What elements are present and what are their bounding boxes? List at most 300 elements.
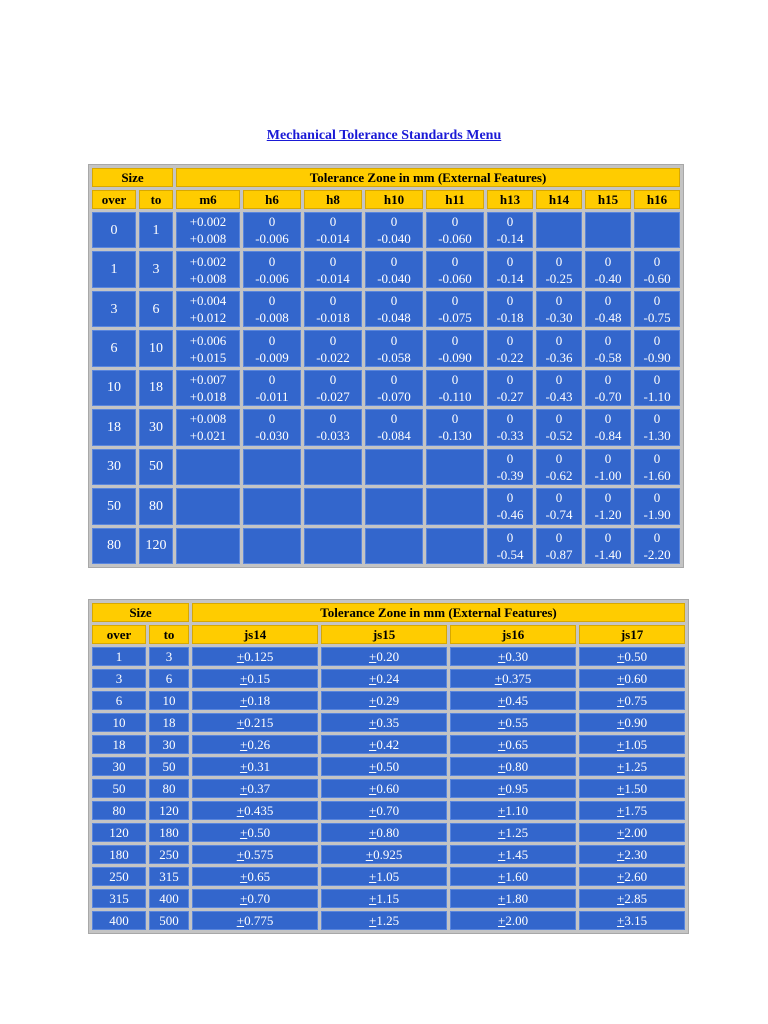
tolerance-cell-h11 — [426, 370, 484, 406]
tolerance-cell-h13 — [487, 291, 533, 327]
plus-minus-sign: + — [236, 913, 245, 928]
upper-deviation: 0 — [451, 214, 459, 230]
lower-deviation: -0.018 — [316, 310, 350, 326]
tolerance-cell-js17 — [579, 889, 685, 908]
plus-minus-sign: + — [497, 913, 506, 928]
size-to: 30 — [139, 409, 173, 445]
tolerance-cell-js14 — [192, 757, 318, 776]
tolerance-cell-h16 — [634, 370, 680, 406]
tolerance-cell-js17 — [579, 801, 685, 820]
plus-minus-sign: + — [616, 913, 625, 928]
plus-minus-sign: + — [497, 737, 506, 752]
tolerance-cell-js16 — [450, 845, 576, 864]
tolerance-cell-h11 — [426, 330, 484, 366]
tolerance-cell-h11 — [426, 528, 484, 565]
table-row — [92, 647, 685, 666]
tolerance-cell-js16 — [450, 647, 576, 666]
plus-minus-sign: + — [368, 649, 377, 664]
tolerance-cell-h6 — [243, 488, 301, 524]
upper-deviation: 0 — [268, 293, 276, 309]
tolerance-value: 3.15 — [624, 913, 648, 928]
grade-header-h6: h6 — [243, 190, 301, 209]
tolerance-cell-h15 — [585, 488, 631, 524]
size-over: 18 — [92, 409, 136, 445]
lower-deviation: -0.48 — [594, 310, 622, 326]
table-row — [92, 779, 685, 798]
tolerance-cell-js15 — [321, 911, 447, 930]
tolerance-value: 1.15 — [376, 891, 400, 906]
lower-deviation: +0.015 — [189, 349, 227, 365]
tolerance-cell-h16 — [634, 528, 680, 565]
upper-deviation: 0 — [268, 371, 276, 387]
upper-deviation: 0 — [390, 253, 398, 269]
lower-deviation: -0.040 — [377, 231, 411, 247]
tolerance-value: 0.18 — [247, 693, 271, 708]
tolerance-cell-h14 — [536, 251, 582, 287]
lower-deviation: -0.74 — [545, 507, 573, 523]
upper-deviation: 0 — [268, 411, 276, 427]
tolerance-cell-h14 — [536, 330, 582, 366]
lower-deviation: -0.54 — [496, 546, 524, 562]
size-to: 500 — [149, 911, 189, 930]
upper-deviation: 0 — [604, 411, 612, 427]
tolerance-cell-js14 — [192, 867, 318, 886]
tolerance-cell-js17 — [579, 757, 685, 776]
table-row — [92, 449, 680, 485]
tolerance-cell-js15 — [321, 713, 447, 732]
plus-minus-sign: + — [239, 693, 248, 708]
upper-deviation: 0 — [329, 293, 337, 309]
upper-deviation: 0 — [653, 529, 661, 545]
table-row — [92, 911, 685, 930]
grade-header-js17: js17 — [579, 625, 685, 644]
lower-deviation: -0.30 — [545, 310, 573, 326]
tolerance-value: 1.80 — [505, 891, 529, 906]
tolerance-cell-h8 — [304, 330, 362, 366]
upper-deviation: 0 — [268, 214, 276, 230]
tolerance-cell-js17 — [579, 823, 685, 842]
lower-deviation: -0.030 — [255, 428, 289, 444]
tolerance-value: 0.70 — [376, 803, 400, 818]
tolerance-cell-h14 — [536, 370, 582, 406]
subheader-row — [92, 625, 685, 644]
upper-deviation: 0 — [555, 371, 563, 387]
tolerance-value: 0.80 — [505, 759, 529, 774]
tolerance-cell-m6 — [176, 528, 240, 565]
tolerance-cell-h14 — [536, 528, 582, 565]
zone-header: Tolerance Zone in mm (External Features) — [192, 603, 685, 622]
grade-header-js15: js15 — [321, 625, 447, 644]
lower-deviation: -0.58 — [594, 349, 622, 365]
tolerance-cell-js15 — [321, 801, 447, 820]
grade-header-js14: js14 — [192, 625, 318, 644]
tolerance-value: 0.65 — [505, 737, 529, 752]
tolerance-cell-h6 — [243, 330, 301, 366]
upper-deviation: 0 — [653, 253, 661, 269]
upper-deviation: 0 — [653, 371, 661, 387]
plus-minus-sign: + — [497, 715, 506, 730]
tolerance-cell-js16 — [450, 889, 576, 908]
upper-deviation: 0 — [506, 411, 514, 427]
plus-minus-sign: + — [497, 781, 506, 796]
upper-deviation: 0 — [390, 332, 398, 348]
lower-deviation: -0.60 — [643, 270, 671, 286]
tolerance-cell-js17 — [579, 779, 685, 798]
tolerance-cell-h11 — [426, 409, 484, 445]
lower-deviation: -0.014 — [316, 270, 350, 286]
table-row — [92, 291, 680, 327]
tolerance-cell-h10 — [365, 251, 423, 287]
lower-deviation: -0.090 — [438, 349, 472, 365]
tolerance-cell-h11 — [426, 291, 484, 327]
size-col-to: to — [139, 190, 173, 209]
plus-minus-sign: + — [616, 803, 625, 818]
lower-deviation: -0.40 — [594, 270, 622, 286]
tolerance-cell-h10 — [365, 212, 423, 248]
tolerance-value: 0.775 — [244, 913, 274, 928]
plus-minus-sign: + — [616, 715, 625, 730]
tolerance-cell-h14 — [536, 488, 582, 524]
grade-header-h14: h14 — [536, 190, 582, 209]
upper-deviation: +0.002 — [189, 253, 227, 269]
tolerance-value: 0.31 — [247, 759, 271, 774]
tolerance-cell-h6 — [243, 528, 301, 565]
lower-deviation: -0.130 — [438, 428, 472, 444]
tolerance-value: 0.24 — [376, 671, 400, 686]
plus-minus-sign: + — [368, 781, 377, 796]
upper-deviation: 0 — [329, 214, 337, 230]
upper-deviation: 0 — [653, 490, 661, 506]
tolerance-value: 0.90 — [624, 715, 648, 730]
tolerance-cell-js16 — [450, 713, 576, 732]
lower-deviation: -0.022 — [316, 349, 350, 365]
upper-deviation: 0 — [604, 332, 612, 348]
tolerance-cell-h8 — [304, 449, 362, 485]
tolerance-cell-js16 — [450, 691, 576, 710]
lower-deviation: -0.18 — [496, 310, 524, 326]
upper-deviation: 0 — [329, 332, 337, 348]
lower-deviation: -0.27 — [496, 388, 524, 404]
plus-minus-sign: + — [616, 737, 625, 752]
plus-minus-sign: + — [616, 825, 625, 840]
tolerance-cell-m6 — [176, 330, 240, 366]
table-row — [92, 528, 680, 565]
lower-deviation: -0.46 — [496, 507, 524, 523]
tolerance-cell-js15 — [321, 735, 447, 754]
lower-deviation: -1.20 — [594, 507, 622, 523]
size-to: 6 — [149, 669, 189, 688]
header-row — [92, 168, 680, 187]
tolerance-value: 0.50 — [376, 759, 400, 774]
tolerance-cell-js16 — [450, 669, 576, 688]
size-to: 120 — [139, 528, 173, 565]
lower-deviation: -0.011 — [255, 388, 289, 404]
tolerance-cell-h8 — [304, 488, 362, 524]
plus-minus-sign: + — [239, 781, 248, 796]
tolerance-cell-h14 — [536, 212, 582, 248]
plus-minus-sign: + — [368, 737, 377, 752]
size-to: 3 — [149, 647, 189, 666]
lower-deviation: -0.040 — [377, 270, 411, 286]
tolerance-cell-m6 — [176, 488, 240, 524]
tolerance-cell-js17 — [579, 713, 685, 732]
upper-deviation: 0 — [451, 371, 459, 387]
lower-deviation: -0.009 — [255, 349, 289, 365]
tolerance-cell-h6 — [243, 370, 301, 406]
lower-deviation: -0.14 — [496, 270, 524, 286]
upper-deviation: +0.007 — [189, 371, 227, 387]
tolerance-menu-link[interactable]: Mechanical Tolerance Standards Menu — [266, 128, 502, 143]
tolerance-value: 1.05 — [624, 737, 648, 752]
tolerance-value: 1.45 — [505, 847, 529, 862]
tolerance-cell-m6 — [176, 251, 240, 287]
tolerance-cell-js16 — [450, 801, 576, 820]
tolerance-cell-js14 — [192, 801, 318, 820]
upper-deviation: 0 — [390, 371, 398, 387]
upper-deviation: +0.006 — [189, 332, 227, 348]
lower-deviation: -1.00 — [594, 467, 622, 483]
tolerance-value: 2.60 — [624, 869, 648, 884]
size-to: 120 — [149, 801, 189, 820]
grade-header-h11: h11 — [426, 190, 484, 209]
tolerance-value: 0.75 — [624, 693, 648, 708]
size-over: 315 — [92, 889, 146, 908]
upper-deviation: 0 — [604, 253, 612, 269]
size-to: 6 — [139, 291, 173, 327]
size-over: 18 — [92, 735, 146, 754]
tolerance-cell-h6 — [243, 251, 301, 287]
grade-header-h16: h16 — [634, 190, 680, 209]
tolerance-cell-js14 — [192, 647, 318, 666]
tolerance-cell-h6 — [243, 409, 301, 445]
size-to: 18 — [139, 370, 173, 406]
size-over: 120 — [92, 823, 146, 842]
tolerance-cell-h10 — [365, 330, 423, 366]
plus-minus-sign: + — [497, 649, 506, 664]
lower-deviation: -0.75 — [643, 310, 671, 326]
plus-minus-sign: + — [239, 671, 248, 686]
tolerance-value: 0.60 — [376, 781, 400, 796]
tolerance-value: 1.50 — [624, 781, 648, 796]
tolerance-cell-h13 — [487, 330, 533, 366]
plus-minus-sign: + — [616, 649, 625, 664]
tolerance-value: 0.55 — [505, 715, 529, 730]
upper-deviation: 0 — [653, 411, 661, 427]
table-row — [92, 823, 685, 842]
tolerance-cell-h15 — [585, 449, 631, 485]
size-to: 400 — [149, 889, 189, 908]
tolerance-cell-h8 — [304, 212, 362, 248]
tolerance-cell-h13 — [487, 528, 533, 565]
size-to: 250 — [149, 845, 189, 864]
upper-deviation: 0 — [451, 411, 459, 427]
tolerance-cell-js15 — [321, 691, 447, 710]
table-row — [92, 735, 685, 754]
upper-deviation: 0 — [506, 253, 514, 269]
size-col-over: over — [92, 190, 136, 209]
zone-header: Tolerance Zone in mm (External Features) — [176, 168, 680, 187]
tolerance-table-h-m — [88, 164, 684, 568]
tolerance-cell-js14 — [192, 823, 318, 842]
lower-deviation: -0.22 — [496, 349, 524, 365]
tolerance-value: 0.50 — [624, 649, 648, 664]
tolerance-value: 0.125 — [244, 649, 274, 664]
tolerance-cell-h14 — [536, 409, 582, 445]
tolerance-value: 0.575 — [244, 847, 274, 862]
plus-minus-sign: + — [497, 759, 506, 774]
lower-deviation: -0.033 — [316, 428, 350, 444]
grade-header-h10: h10 — [365, 190, 423, 209]
upper-deviation: 0 — [555, 450, 563, 466]
size-header: Size — [92, 168, 173, 187]
size-over: 3 — [92, 291, 136, 327]
lower-deviation: -0.006 — [255, 231, 289, 247]
plus-minus-sign: + — [497, 825, 506, 840]
lower-deviation: -0.027 — [316, 388, 350, 404]
grade-header-h13: h13 — [487, 190, 533, 209]
lower-deviation: -0.008 — [255, 310, 289, 326]
lower-deviation: -0.43 — [545, 388, 573, 404]
plus-minus-sign: + — [239, 759, 248, 774]
plus-minus-sign: + — [368, 693, 377, 708]
tolerance-cell-h15 — [585, 528, 631, 565]
plus-minus-sign: + — [365, 847, 374, 862]
lower-deviation: -1.90 — [643, 507, 671, 523]
plus-minus-sign: + — [236, 803, 245, 818]
size-over: 10 — [92, 713, 146, 732]
plus-minus-sign: + — [616, 693, 625, 708]
size-over: 10 — [92, 370, 136, 406]
tolerance-value: 1.75 — [624, 803, 648, 818]
upper-deviation: 0 — [506, 371, 514, 387]
tolerance-cell-h8 — [304, 528, 362, 565]
upper-deviation: 0 — [604, 529, 612, 545]
lower-deviation: -0.110 — [438, 388, 472, 404]
grade-header-m6: m6 — [176, 190, 240, 209]
header-row — [92, 603, 685, 622]
lower-deviation: -0.006 — [255, 270, 289, 286]
size-to: 3 — [139, 251, 173, 287]
tolerance-cell-js17 — [579, 911, 685, 930]
lower-deviation: -0.084 — [377, 428, 411, 444]
table-row — [92, 251, 680, 287]
tolerance-value: 2.30 — [624, 847, 648, 862]
upper-deviation: +0.002 — [189, 214, 227, 230]
lower-deviation: -0.070 — [377, 388, 411, 404]
tolerance-cell-h16 — [634, 212, 680, 248]
table-row — [92, 330, 680, 366]
tolerance-cell-h13 — [487, 212, 533, 248]
tolerance-cell-js17 — [579, 647, 685, 666]
tolerance-value: 0.70 — [247, 891, 271, 906]
plus-minus-sign: + — [368, 803, 377, 818]
tolerance-cell-m6 — [176, 370, 240, 406]
tolerance-cell-h10 — [365, 528, 423, 565]
upper-deviation: +0.004 — [189, 293, 227, 309]
lower-deviation: -0.048 — [377, 310, 411, 326]
size-over: 80 — [92, 801, 146, 820]
tolerance-cell-js14 — [192, 713, 318, 732]
size-over: 180 — [92, 845, 146, 864]
tolerance-cell-h6 — [243, 449, 301, 485]
tolerance-cell-h15 — [585, 370, 631, 406]
table-row — [92, 212, 680, 248]
tolerance-cell-js15 — [321, 823, 447, 842]
plus-minus-sign: + — [236, 649, 245, 664]
upper-deviation: 0 — [653, 450, 661, 466]
plus-minus-sign: + — [497, 891, 506, 906]
plus-minus-sign: + — [616, 671, 625, 686]
upper-deviation: 0 — [555, 490, 563, 506]
upper-deviation: 0 — [653, 332, 661, 348]
tolerance-value: 0.26 — [247, 737, 271, 752]
tolerance-value: 0.30 — [505, 649, 529, 664]
tolerance-cell-h10 — [365, 449, 423, 485]
tolerance-cell-h14 — [536, 449, 582, 485]
tolerance-cell-js17 — [579, 867, 685, 886]
plus-minus-sign: + — [236, 715, 245, 730]
lower-deviation: +0.012 — [189, 310, 227, 326]
plus-minus-sign: + — [497, 693, 506, 708]
tolerance-cell-js14 — [192, 845, 318, 864]
tolerance-cell-js17 — [579, 669, 685, 688]
tolerance-value: 0.29 — [376, 693, 400, 708]
plus-minus-sign: + — [368, 913, 377, 928]
tolerance-cell-h13 — [487, 409, 533, 445]
lower-deviation: -0.84 — [594, 428, 622, 444]
lower-deviation: -0.36 — [545, 349, 573, 365]
lower-deviation: -0.90 — [643, 349, 671, 365]
tolerance-value: 1.10 — [505, 803, 529, 818]
tolerance-cell-m6 — [176, 409, 240, 445]
size-over: 30 — [92, 757, 146, 776]
tolerance-cell-js14 — [192, 669, 318, 688]
tolerance-cell-js16 — [450, 867, 576, 886]
tolerance-value: 1.25 — [376, 913, 400, 928]
tolerance-value: 0.15 — [247, 671, 271, 686]
tolerance-cell-js16 — [450, 779, 576, 798]
tolerance-cell-h8 — [304, 409, 362, 445]
tolerance-value: 0.35 — [376, 715, 400, 730]
lower-deviation: +0.021 — [189, 428, 227, 444]
size-to: 10 — [139, 330, 173, 366]
tolerance-value: 0.20 — [376, 649, 400, 664]
tolerance-value: 1.25 — [505, 825, 529, 840]
tolerance-cell-h16 — [634, 488, 680, 524]
tolerance-cell-h15 — [585, 291, 631, 327]
tolerance-cell-h14 — [536, 291, 582, 327]
tolerance-value: 0.80 — [376, 825, 400, 840]
tolerance-value: 0.65 — [247, 869, 271, 884]
plus-minus-sign: + — [616, 759, 625, 774]
tolerance-cell-m6 — [176, 291, 240, 327]
tolerance-cell-h10 — [365, 370, 423, 406]
tolerance-value: 0.42 — [376, 737, 400, 752]
tolerance-cell-h11 — [426, 488, 484, 524]
tolerance-cell-h13 — [487, 251, 533, 287]
tolerance-cell-h16 — [634, 409, 680, 445]
lower-deviation: -0.70 — [594, 388, 622, 404]
tolerance-cell-h16 — [634, 291, 680, 327]
table-row — [92, 691, 685, 710]
upper-deviation: 0 — [329, 411, 337, 427]
size-over: 50 — [92, 779, 146, 798]
tolerance-value: 0.375 — [502, 671, 532, 686]
lower-deviation: -1.60 — [643, 467, 671, 483]
upper-deviation: 0 — [451, 332, 459, 348]
lower-deviation: -2.20 — [643, 546, 671, 562]
tolerance-cell-js15 — [321, 779, 447, 798]
